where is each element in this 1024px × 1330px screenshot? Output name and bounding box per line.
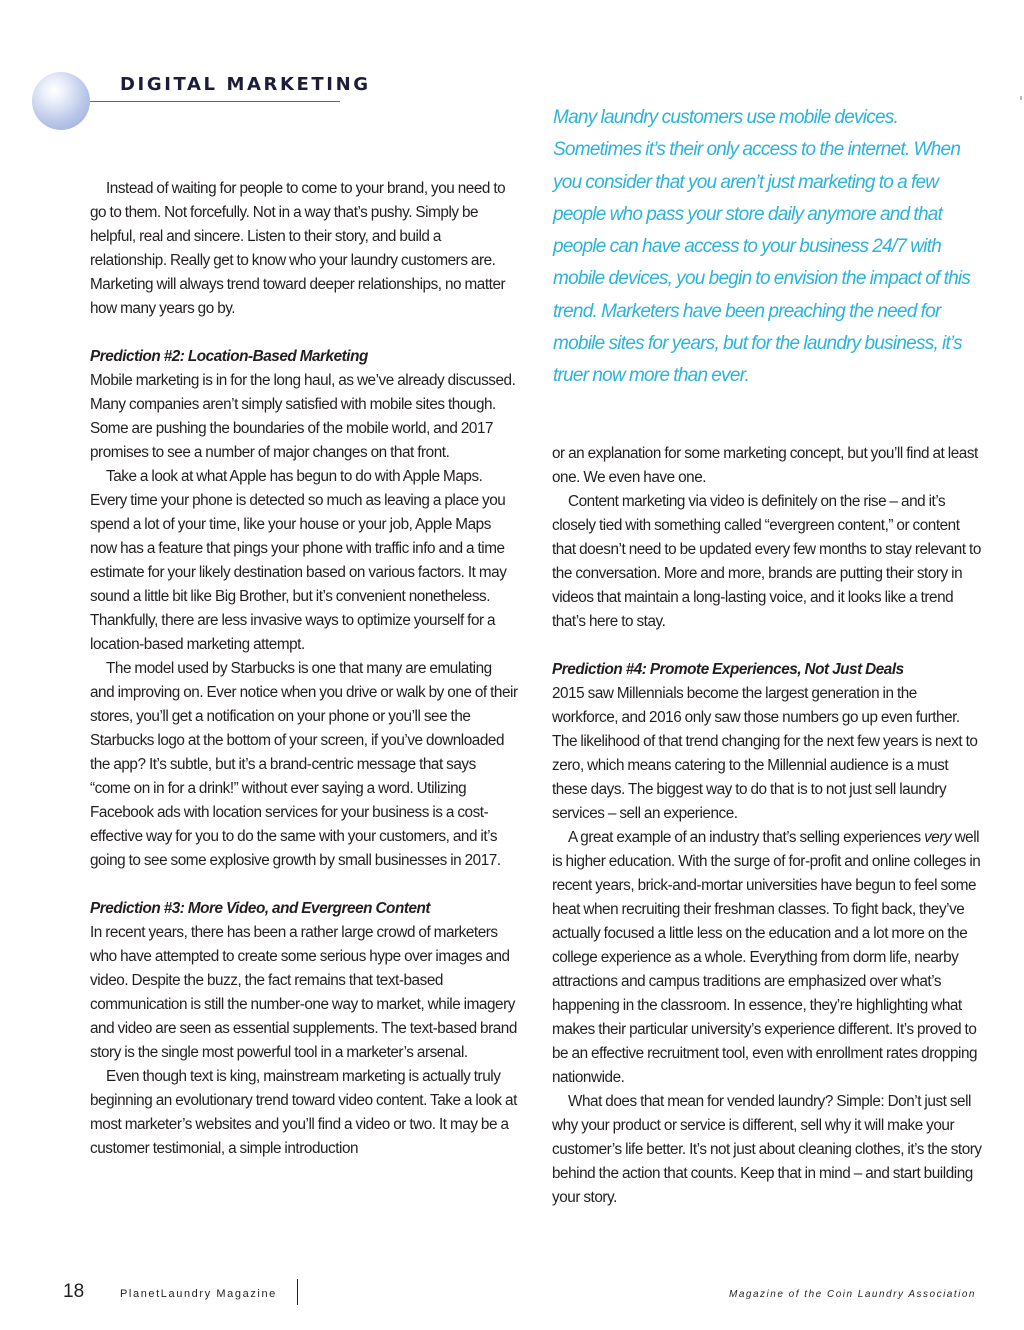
prediction-4-paragraph-3: What does that mean for vended laundry? Simple: Don’t just sell why your product or service is different, sell why it will make your customer’s life better. It’s not just about cleaning clothes, it’s the story behind the action that counts. Keep that in mind – and start building your story. (552, 1093, 982, 1206)
footer-divider (297, 1279, 298, 1305)
prediction-4-paragraph-2 (552, 826, 984, 1090)
pull-quote: Many laundry customers use mobile devices. Sometimes it’s their only access to the internet. When you consider that you aren’t just marketing to a few people who pass your store daily anymore and that people can have access to your business 24/7 with mobile devices, you begin to envision the impact of this trend. Marketers have been preaching the need for mobile sites for years, but for the laundry business, it’s truer now more than ever. (553, 107, 971, 387)
prediction-4-heading: Prediction #4: Promote Experiences, Not Just Deals (552, 661, 904, 678)
emphasis-text: very (924, 829, 952, 846)
intro-paragraph: Instead of waiting for people to come to your brand, you need to go to them. Not forcefully. Not in a way that’s pushy. Simply be helpful, real and sincere. Listen to their story, and build a relationship. Really get to know who your laundry customers are. Marketing will always trend toward deeper relationships, no matter how many years go by. (90, 180, 506, 317)
prediction-3-paragraph-2: Even though text is king, mainstream marketing is actually truly beginning an evolutionary trend toward video content. Take a look at most marketer’s websites and you’ll find a video or two. It may be a customer testimonial, a simple introduction (90, 1068, 517, 1157)
prediction-3-paragraph-1: In recent years, there has been a rather large crowd of marketers who have attempted to create some serious hype over images and video. Despite the buzz, the fact remains that text-based communication is still the number-one way to market, while imagery and video are seen as essential supplements. The text-based brand story is the single most powerful tool in a marketer’s arsenal. (90, 924, 517, 1061)
prediction-3-heading: Prediction #3: More Video, and Evergreen Content (90, 900, 431, 917)
prediction-3-paragraph-2-continued: or an explanation for some marketing concept, but you’ll find at least one. We even have one. (552, 445, 978, 486)
prediction-2-paragraph-1: Mobile marketing is in for the long haul, as we’ve already discussed. Many companies aren’t simply satisfied with mobile sites though. Some are pushing the boundaries of the mobile world, and 2017 promises to see a number of major changes on that front. (90, 372, 516, 461)
page-number: 18 (63, 1281, 85, 1302)
section-title: DIGITAL MARKETING (120, 74, 371, 95)
prediction-2-paragraph-3: The model used by Starbucks is one that many are emulating and improving on. Ever notice when you drive or walk by one of their stores, you’ll get a notification on your phone or you’ll see the Starbucks logo at the bottom of your screen, if you’ve downloaded the app? It’s subtle, but it’s a brand-centric message that says “come on in for a drink!” without ever saying a word. Utilizing Facebook ads with location services for your business is a cost-effective way for you to do the same with your customers, and it’s going to see some explosive growth by small businesses in 2017. (90, 660, 518, 869)
paragraph-text: A great example of an industry that’s selling experiences (568, 829, 925, 846)
paragraph-text: well is higher education. With the surge of for-profit and online colleges in recent years, brick-and-mortar universities have begun to feel some heat when recruiting their freshman classes. To fight back, they’ve actually focused a little less on the education and a lot more on the college experience as a whole. Everything from dorm life, nearby attractions and campus traditions are emphasized over what’s happening in the classroom. In essence, they’re highlighting what makes their particular university’s experience different. It’s proved to be an effective recruitment tool, even with enrollment rates dropping nationwide. (552, 829, 981, 1086)
prediction-2-heading: Prediction #2: Location-Based Marketing (90, 348, 368, 365)
magazine-name: PlanetLaundry Magazine (120, 1288, 277, 1300)
association-tagline: Magazine of the Coin Laundry Association (729, 1289, 976, 1300)
prediction-2-paragraph-2: Take a look at what Apple has begun to do with Apple Maps. Every time your phone is detected so much as leaving a place you spend a lot of your time, like your house or your job, Apple Maps now has a feature that pings your phone with traffic info and a time estimate for your likely destination based on various factors. It may sound a little bit like Big Brother, but it’s convenient nonetheless. Thankfully, there are less invasive ways to optimize yourself for a location-based marketing attempt. (90, 468, 507, 653)
prediction-4-paragraph-1: 2015 saw Millennials become the largest generation in the workforce, and 2016 only saw those numbers go up even further. The likelihood of that trend changing for the next few years is next to zero, which means catering to the Millennial audience is a must these days. The biggest way to do that is to not just sell laundry services – sell an experience. (552, 685, 978, 822)
section-orb-decoration (32, 72, 90, 130)
title-underline (90, 101, 340, 102)
left-column (90, 177, 518, 1161)
right-column (552, 442, 984, 1210)
prediction-3-paragraph-3: Content marketing via video is definitely on the rise – and it’s closely tied with something called “evergreen content,” or content that doesn’t need to be updated every few months to stay relevant to the conversation. More and more, brands are putting their story in videos that maintain a long-lasting voice, and it looks like a trend that’s here to stay. (552, 493, 981, 630)
edge-mark (1020, 96, 1022, 100)
